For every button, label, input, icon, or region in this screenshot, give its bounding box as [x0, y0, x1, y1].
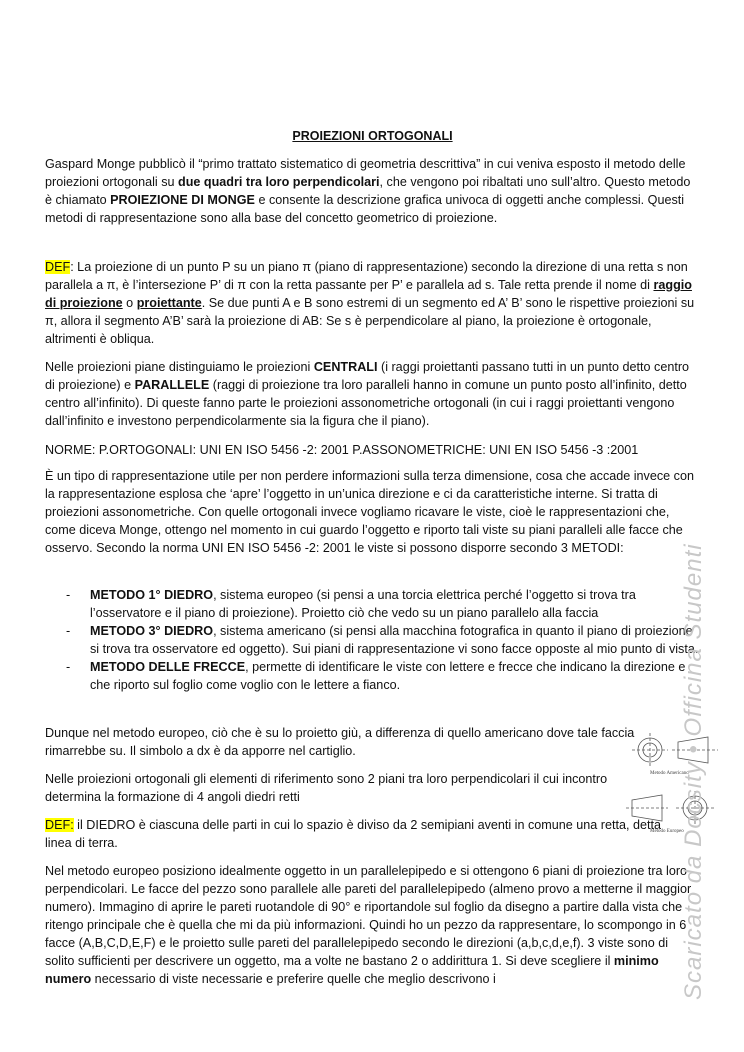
bold-text: METODO 3° DIEDRO — [90, 624, 214, 638]
text: (i raggi proiettanti passano tutti in un punto detto centro di proiezione) e — [45, 360, 690, 392]
def-highlight: DEF: — [45, 818, 74, 832]
dash-bullet: - — [66, 588, 71, 602]
dash-bullet: - — [66, 624, 71, 638]
methods-list — [45, 586, 700, 694]
bold-text: due quadri tra loro perpendicolari — [178, 175, 380, 189]
paragraph-diedri: Nelle proiezioni ortogonali gli elementi di riferimento sono 2 piani tra loro perpendicolari il cui incontro determina la formazione di 4 angoli diedri retti — [45, 772, 608, 804]
list-item — [45, 658, 700, 694]
text: il DIEDRO è ciascuna delle parti in cui lo spazio è diviso da 2 semipiani aventi in comune una retta, detta linea di terra. — [45, 818, 662, 850]
bold-text: CENTRALI — [313, 360, 378, 374]
text: Gaspard Monge pubblicò il “primo trattato sistematico di geometria descrittiva” in cui veniva esposto il metodo delle proiezioni ortogonali su — [45, 157, 686, 189]
paragraph-proiezioni-piane — [45, 358, 700, 430]
paragraph-norme: NORME: P.ORTOGONALI: UNI EN ISO 5456 -2: 2001 P.ASSONOMETRICHE: UNI EN ISO 5456 -3 :2001 — [45, 443, 639, 457]
bold-text: PARALLELE — [134, 378, 210, 392]
bold-underline-text: proiettante — [136, 296, 202, 310]
bold-text: METODO DELLE FRECCE — [90, 660, 246, 674]
paragraph-def-proiezione — [45, 258, 700, 348]
text: , sistema americano (si pensi alla macchina fotografica in quanto il piano di proiezione si trova tra osservatore ed oggetto). Sui piani di rappresentazione vi sono facce opposte al mio punto di vista. — [90, 624, 699, 656]
list-item — [45, 622, 700, 658]
page-title: PROIEZIONI ORTOGONALI — [292, 129, 453, 143]
text: : La proiezione di un punto P su un piano π (piano di rappresentazione) secondo la direzione di una retta s non parallela a π, è l’intersezione P’ di π con la retta passante per P’ e parallela ad s. Tale retta prende il nome di — [45, 260, 688, 292]
text: , che vengono poi ribaltati uno sull’altro. Questo metodo è chiamato — [45, 175, 691, 207]
watermark — [672, 540, 707, 1000]
text: Nelle proiezioni piane distinguiamo le proiezioni — [45, 360, 314, 374]
dash-bullet: - — [66, 660, 71, 674]
list-item — [45, 586, 700, 622]
text: Nel metodo europeo posiziono idealmente oggetto in un parallelepipedo e si ottengono 6 piani di proiezione tra loro perpendicolari. Le facce del pezzo sono parallele alle pareti del parallelepipedo (almeno provo a metterne il maggior numero). Immagino di aprire le pareti ruotandole di 90° e riportandole sul foglio da disegno a partire dalla vista che ritengo principale che è quella che mi da più informazioni. Quindi ho un pezzo da rappresentare, lo scompongo in 6 facce (A,B,C,D,E,F) e le proietto sulle pareti del parallelepipedo secondo le direzioni (a,b,c,d,e,f). 3 viste sono di solito sufficienti per descrivere un oggetto, ma a volte ne bastano 2 o addirittura 1. Si deve scegliere il — [45, 864, 692, 968]
text: necessario di viste necessarie e preferire quelle che meglio descrivono i — [91, 972, 496, 986]
paragraph-metodo-europeo: Dunque nel metodo europeo, ciò che è su lo proietto giù, a differenza di quello americano dove tale faccia rimarrebbe su. Il simbolo a dx è da apporre nel cartiglio. — [45, 726, 635, 758]
watermark-text: Scaricato da Docsity • Officina Studenti — [680, 543, 707, 1000]
text: (raggi di proiezione tra loro paralleli hanno in comune un punto posto all’infinito, detto centro all’infinito). Di queste fanno parte le proiezioni assonometriche ortogonali (in cui i raggi proiettanti vengono dall’infinito e investono perpendicolarmente sia la figura che il piano). — [45, 378, 687, 428]
paragraph-parallelepipedo — [45, 862, 700, 988]
text: , sistema europeo (si pensi a una torcia elettrica perché l’oggetto si trova tra l’osservatore e il piano di proiezione). Proietto ciò che vedo su un piano parallelo alla faccia — [90, 588, 636, 620]
def-highlight: DEF — [45, 260, 71, 274]
paragraph-def-diedro — [45, 816, 665, 852]
bold-text: minimo numero — [45, 954, 659, 986]
text: . Se due punti A e B sono estremi di un segmento ed A’ B’ sono le rispettive proiezioni su π, allora il segmento A’B’ sarà la proiezione di AB: Se s è perpendicolare al piano, la proiezione è ortogonale, altrimenti è obliqua. — [45, 296, 695, 346]
paragraph-monge — [45, 155, 700, 227]
bold-text: PROIEZIONE DI MONGE — [110, 193, 255, 207]
american-method-label: Metodo Americano — [650, 771, 689, 776]
text: e consente la descrizione grafica univoca di oggetti anche complessi. Questi metodi di rappresentazione sono alla base del concetto geometrico di proiezione. — [45, 193, 685, 225]
text: , permette di identificare le viste con lettere e frecce che indicano la direzione e che riporto sul foglio come voglio con le lettere a fianco. — [90, 660, 686, 692]
bold-text: METODO 1° DIEDRO — [90, 588, 214, 602]
text: o — [122, 296, 137, 310]
bold-underline-text: raggio di proiezione — [45, 278, 692, 310]
european-method-label: Metodo Europeo — [650, 829, 684, 834]
paragraph-rappresentazione: È un tipo di rappresentazione utile per non perdere informazioni sulla terza dimensione, cosa che accade invece con la rappresentazione esplosa che ‘apre’ l’oggetto in un’unica direzione e ci da caratteristiche interne. Si tratta di proiezioni assonometriche. Con quelle ortogonali invece vogliamo ricavare le viste, cioè le rappresentazioni che, come diceva Monge, ottengo nel momento in cui guardo l’oggetto e riporto tali viste su piani paralleli alle facce che osservo. Secondo la norma UNI EN ISO 5456 -2: 2001 le viste si possono disporre secondo 3 METODI: — [45, 469, 694, 555]
